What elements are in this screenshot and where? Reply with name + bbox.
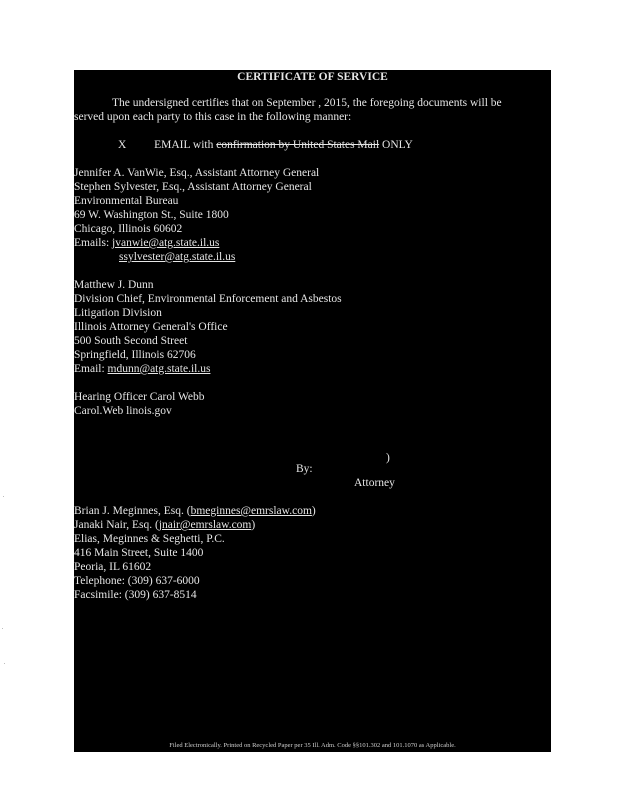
signature-role: Attorney	[354, 477, 395, 489]
counsel-line: Facsimile: (309) 637-8514	[74, 589, 197, 601]
party1-line: Stephen Sylvester, Esq., Assistant Attorney General	[74, 181, 312, 193]
signature-mark: )	[386, 452, 390, 464]
party1-line: Chicago, Illinois 60602	[74, 223, 183, 235]
intro-line-1: The undersigned certifies that on September , 2015, the foregoing documents will be	[112, 97, 502, 109]
counsel-line	[74, 504, 316, 518]
party2-line: Springfield, Illinois 62706	[74, 349, 196, 361]
counsel-line	[74, 518, 255, 532]
party2-line: Litigation Division	[74, 307, 162, 319]
party2-line: Division Chief, Environmental Enforcement and Asbestos	[74, 293, 342, 305]
counsel-line: 416 Main Street, Suite 1400	[74, 547, 204, 559]
party1-line: Environmental Bureau	[74, 195, 179, 207]
party2-email-link[interactable]: mdunn@atg.state.il.us	[107, 363, 211, 375]
party2-line: 500 South Second Street	[74, 335, 188, 347]
counsel-line: Peoria, IL 61602	[74, 561, 152, 573]
page-footer: Filed Electronically. Printed on Recycled Paper per 35 Ill. Adm. Code §§101.302 and 101.1070 as Applicable.	[169, 742, 456, 749]
service-method	[118, 138, 413, 152]
document-page	[74, 70, 551, 752]
document-title: CERTIFICATE OF SERVICE	[237, 71, 388, 83]
service-method-mark: X	[118, 139, 127, 151]
hearing-officer-email: Carol.Web linois.gov	[74, 405, 172, 417]
party1-email-link[interactable]: jvanwie@atg.state.il.us	[112, 237, 220, 249]
scan-speck	[3, 496, 4, 497]
party1-line: 69 W. Washington St., Suite 1800	[74, 209, 229, 221]
service-method-prefix: EMAIL with	[154, 139, 214, 151]
party1-emails	[74, 236, 219, 250]
scan-speck	[4, 663, 5, 664]
counsel-name: Janaki Nair, Esq. (	[74, 519, 159, 531]
counsel-name: Brian J. Meginnes, Esq. (	[74, 505, 191, 517]
scan-speck	[2, 628, 3, 629]
party2-email-label: Email:	[74, 363, 105, 375]
party1-email-link[interactable]: ssylvester@atg.state.il.us	[119, 251, 236, 263]
party2-line: Matthew J. Dunn	[74, 279, 154, 291]
signature-by-label: By:	[296, 463, 313, 475]
party2-line: Illinois Attorney General's Office	[74, 321, 228, 333]
service-method-struck: confirmation by United States Mail	[216, 139, 380, 151]
party2-email	[74, 362, 210, 376]
hearing-officer-name: Hearing Officer Carol Webb	[74, 391, 205, 403]
party1-emails-label: Emails:	[74, 237, 110, 249]
intro-line-2: served upon each party to this case in the following manner:	[74, 111, 352, 123]
counsel-email-link[interactable]: jnair@emrslaw.com	[158, 519, 252, 531]
party1-line: Jennifer A. VanWie, Esq., Assistant Attorney General	[74, 167, 320, 179]
service-method-suffix: ONLY	[382, 139, 413, 151]
counsel-line: Elias, Meginnes & Seghetti, P.C.	[74, 533, 225, 545]
counsel-paren: )	[311, 505, 316, 517]
counsel-line: Telephone: (309) 637-6000	[74, 575, 200, 587]
counsel-paren: )	[251, 519, 256, 531]
counsel-email-link[interactable]: bmeginnes@emrslaw.com	[190, 505, 312, 517]
